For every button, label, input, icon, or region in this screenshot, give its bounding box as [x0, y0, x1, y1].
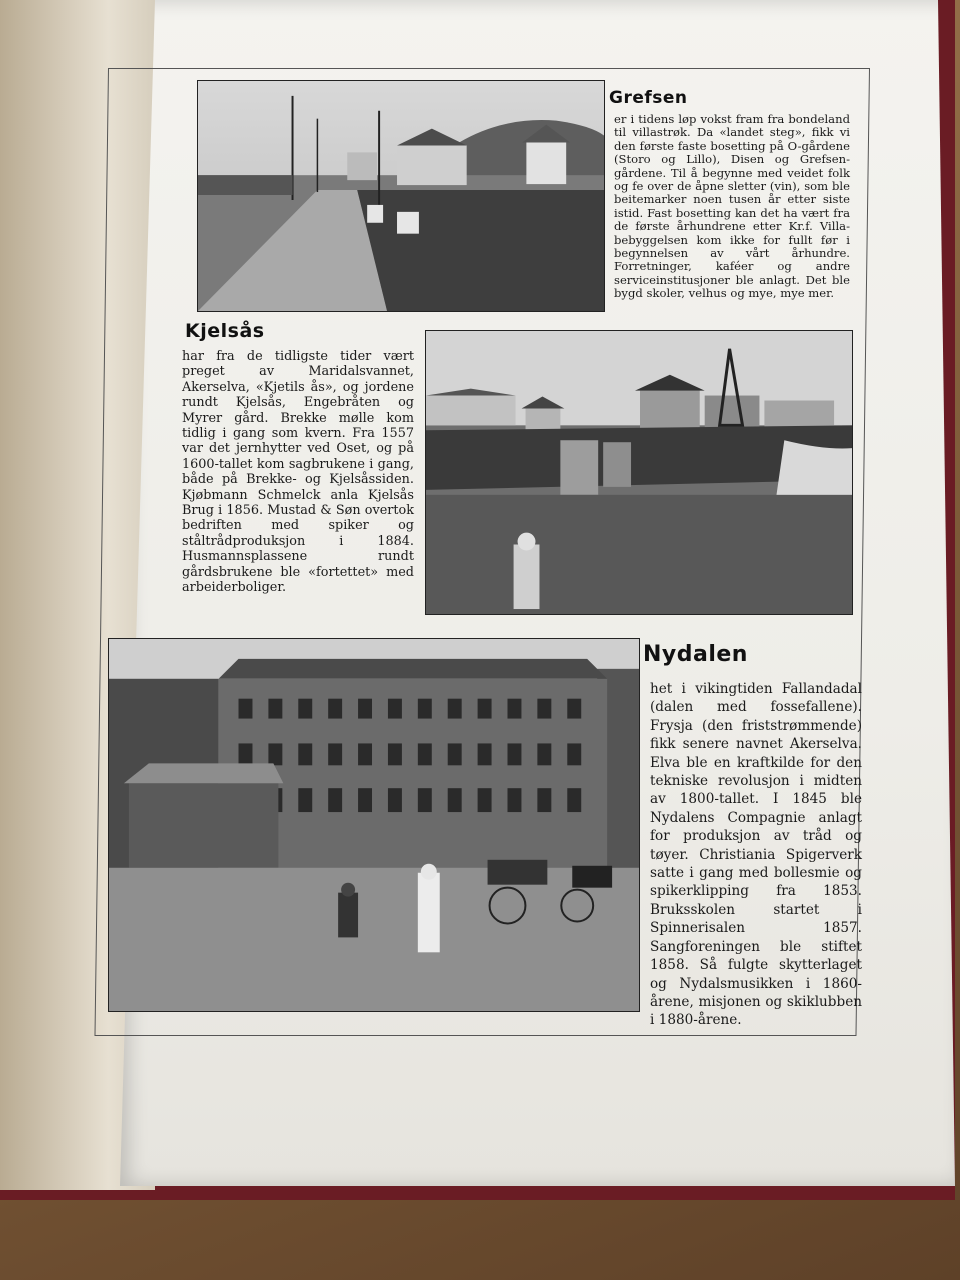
grefsen-photo	[197, 80, 605, 312]
nydalen-heading: Nydalen	[643, 642, 748, 667]
grefsen-heading: Grefsen	[609, 88, 688, 108]
grefsen-text: er i tidens løp vokst fram fra bondeland til villastrøk. Da «landet steg», fikk vi den første faste bosetting på O-gårdene (Storo og Lillo), Disen og Grefsen-gårdene. Til å begynne med veidet folk og fe over de åpne sletter (vin), som ble beitemarker noen tusen år etter siste istid. Fast bosetting kan det ha vært fra de første århundrene etter Kr.f. Villa-bebyggelsen kom ikke for fullt før i begynnelsen av vårt århundre. Forretninger, kaféer og andre serviceinstitusjoner ble anlagt. Det ble bygd skoler, velhus og mye, mye mer.	[614, 112, 850, 301]
kjelsas-photo	[425, 330, 853, 615]
nydalen-photo	[108, 638, 640, 1012]
kjelsas-heading: Kjelsås	[185, 320, 265, 342]
kjelsas-text: har fra de tidligste tider vært preget av Maridalsvannet, Akerselva, «Kjetils ås», og jordene rundt Kjelsås, Engebråten og Myrer gård. Brekke mølle kom tidlig i gang som kvern. Fra 1557 var det jernhytter ved Oset, og på 1600-tallet kom sagbrukene i gang, både på Brekke- og Kjelsåssiden. Kjøbmann Schmelck anla Kjelsås Brug i 1856. Mustad & Søn overtok bedriften med spiker og ståltrådproduksjon i 1884. Husmannsplassene rundt gårdsbrukene ble «fortettet» med arbeiderboliger.	[182, 349, 414, 596]
nydalen-text: het i vikingtiden Fallandadal (dalen med fossefallene). Frysja (den friststrømmende) fikk senere navnet Akerselva. Elva ble en kraftkilde for den tekniske revolusjon i midten av 1800-tallet. I 1845 ble Nydalens Compagnie anlagt for produksjon av tråd og tøyer. Christiania Spigerverk satte i gang med bollesmie og spikerklipping fra 1853. Bruksskolen startet i Spinnerisalen 1857. Sangforeningen ble stiftet 1858. Så fulgte skytterlaget og Nydalsmusikken i 1860-årene, misjonen og skiklubben i 1880-årene.	[650, 681, 862, 1029]
